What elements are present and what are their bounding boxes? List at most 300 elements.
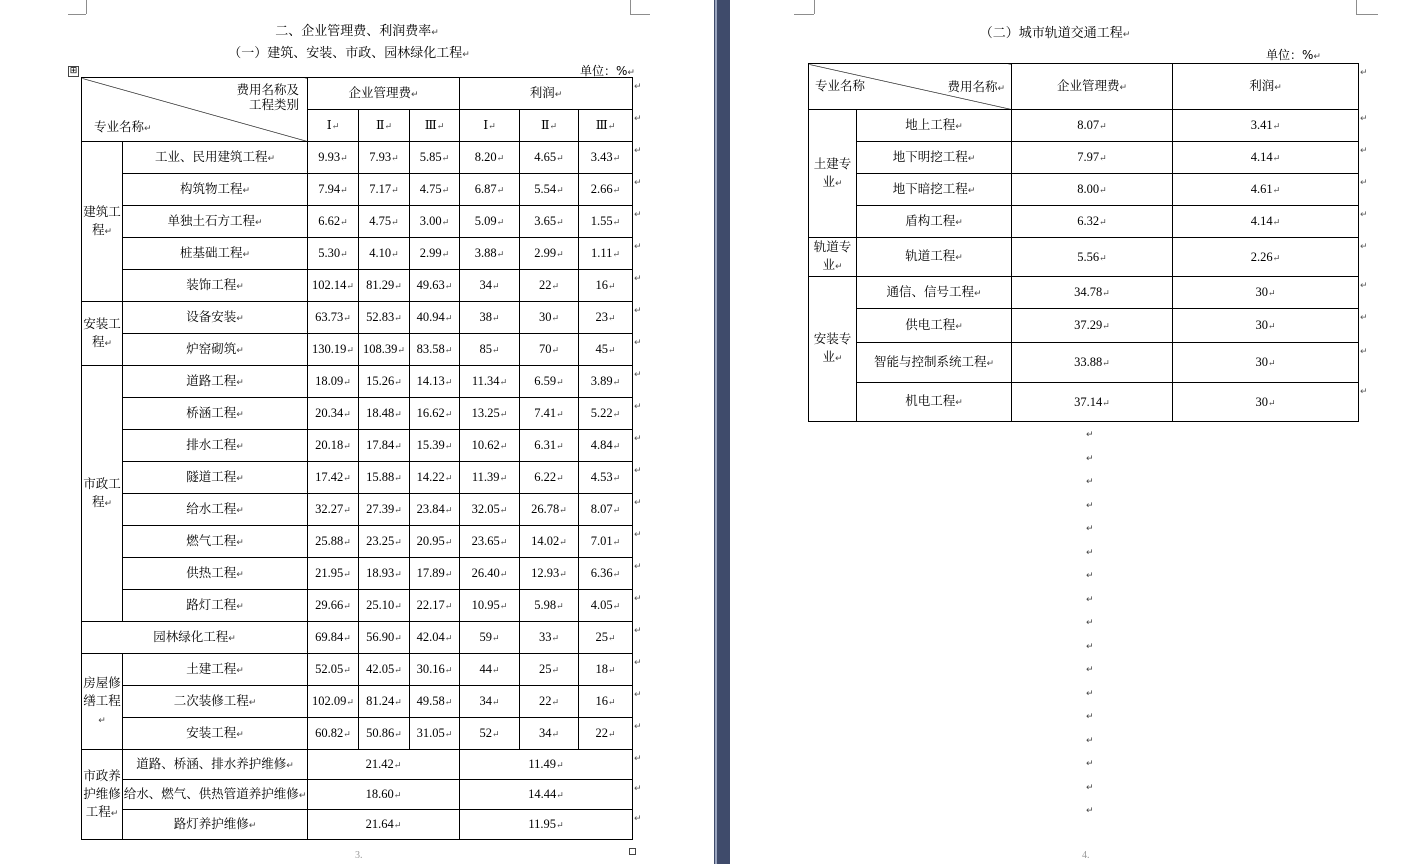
rate-value[interactable] xyxy=(308,174,359,206)
item-name[interactable] xyxy=(123,174,308,206)
rate-value[interactable] xyxy=(460,750,633,780)
item-name[interactable] xyxy=(123,718,308,750)
item-name[interactable] xyxy=(123,526,308,558)
rate-value-text: 2.26 xyxy=(1250,249,1273,264)
rate-value[interactable] xyxy=(308,302,359,334)
table-row xyxy=(809,343,1359,383)
rate-value[interactable] xyxy=(520,366,579,398)
header-class[interactable] xyxy=(359,110,410,142)
item-name[interactable] xyxy=(857,343,1012,383)
paragraph-mark: ↵ xyxy=(346,697,354,707)
rate-value[interactable] xyxy=(308,558,359,590)
rate-value[interactable] xyxy=(1173,174,1359,206)
paragraph-mark: ↵ xyxy=(144,124,152,134)
item-name[interactable] xyxy=(857,238,1012,277)
rate-value[interactable] xyxy=(410,430,460,462)
paragraph-mark: ↵ xyxy=(394,569,402,579)
rate-value[interactable] xyxy=(1012,309,1173,343)
rate-value[interactable] xyxy=(308,750,460,780)
rate-value[interactable] xyxy=(308,430,359,462)
rate-value[interactable] xyxy=(460,206,520,238)
rate-value[interactable] xyxy=(579,334,633,366)
header-class[interactable] xyxy=(579,110,633,142)
paragraph-mark: ↵ xyxy=(556,441,564,451)
rate-value[interactable] xyxy=(460,142,520,174)
rate-value[interactable] xyxy=(410,142,460,174)
item-name[interactable] xyxy=(123,206,308,238)
diagonal-header-cell[interactable] xyxy=(809,64,1012,110)
item-name[interactable] xyxy=(123,654,308,686)
rate-value[interactable] xyxy=(410,494,460,526)
paragraph-mark: ↵ xyxy=(607,281,616,291)
item-name[interactable] xyxy=(123,558,308,590)
rate-value[interactable] xyxy=(520,590,579,622)
paragraph-mark: ↵ xyxy=(834,178,843,189)
rate-value-text: 18.09 xyxy=(315,374,344,388)
rate-value[interactable] xyxy=(520,558,579,590)
rate-value[interactable] xyxy=(1173,238,1359,277)
rate-value[interactable] xyxy=(308,622,359,654)
row-end-mark: ↵ xyxy=(1360,67,1368,78)
rate-value[interactable] xyxy=(410,462,460,494)
rate-value[interactable] xyxy=(460,334,520,366)
rate-value[interactable] xyxy=(359,238,410,270)
rate-value-text: 15.26 xyxy=(366,374,395,388)
item-name[interactable] xyxy=(123,494,308,526)
header-mgmt-fee[interactable] xyxy=(308,78,460,110)
rate-value[interactable] xyxy=(520,302,579,334)
paragraph-mark: ↵ xyxy=(612,569,621,579)
row-end-mark: ↵ xyxy=(634,81,642,92)
item-name[interactable] xyxy=(123,686,308,718)
rate-value[interactable] xyxy=(579,398,633,430)
paragraph-mark: ↵ xyxy=(394,537,402,547)
paragraph-mark: ↵ xyxy=(1272,185,1281,195)
item-name[interactable] xyxy=(123,142,308,174)
rate-value-text: 30 xyxy=(1255,394,1268,409)
rate-value[interactable] xyxy=(520,398,579,430)
rate-value[interactable] xyxy=(410,366,460,398)
paragraph-mark: ↵ xyxy=(343,313,351,323)
paragraph-mark: ↵ xyxy=(298,790,307,801)
diagonal-header-cell[interactable] xyxy=(82,78,308,142)
empty-paragraph-mark: ↵ xyxy=(1086,430,1094,440)
rate-value[interactable] xyxy=(579,718,633,750)
rate-value[interactable] xyxy=(308,526,359,558)
item-name-text: 桩基础工程 xyxy=(179,244,243,260)
rate-value[interactable] xyxy=(460,686,520,718)
item-name[interactable] xyxy=(123,590,308,622)
rate-value[interactable] xyxy=(460,494,520,526)
rate-value[interactable] xyxy=(579,206,633,238)
category-cell[interactable] xyxy=(82,654,123,750)
paragraph-mark: ↵ xyxy=(607,121,616,131)
item-name[interactable] xyxy=(123,238,308,270)
item-name[interactable] xyxy=(82,622,308,654)
header-class-text: Ⅲ xyxy=(424,118,437,132)
item-name[interactable] xyxy=(123,302,308,334)
rate-value[interactable] xyxy=(359,622,410,654)
rate-value[interactable] xyxy=(359,366,410,398)
rate-value[interactable] xyxy=(1173,110,1359,142)
rate-value-text: 21.95 xyxy=(315,566,344,580)
rate-value-text: 17.42 xyxy=(315,470,344,484)
paragraph-mark: ↵ xyxy=(499,441,508,451)
rate-value[interactable] xyxy=(1173,277,1359,309)
rate-value[interactable] xyxy=(308,718,359,750)
category-cell[interactable] xyxy=(809,277,857,422)
paragraph-mark: ↵ xyxy=(967,185,976,196)
rate-value[interactable] xyxy=(359,590,410,622)
empty-paragraph-mark: ↵ xyxy=(1086,782,1094,793)
paragraph-mark: ↵ xyxy=(340,185,348,195)
rate-value[interactable] xyxy=(1012,383,1173,422)
header-profit[interactable] xyxy=(1173,64,1359,110)
category-cell[interactable] xyxy=(809,238,857,277)
rate-value[interactable] xyxy=(520,270,579,302)
category-cell[interactable] xyxy=(82,750,123,840)
rate-value[interactable] xyxy=(520,654,579,686)
rate-value-text: 7.41 xyxy=(534,406,557,420)
rate-value[interactable] xyxy=(520,238,579,270)
rate-value[interactable] xyxy=(1012,343,1173,383)
rate-value[interactable] xyxy=(359,334,410,366)
paragraph-mark: ↵ xyxy=(499,473,508,483)
item-name[interactable] xyxy=(857,174,1012,206)
rate-value[interactable] xyxy=(460,174,520,206)
paragraph-mark: ↵ xyxy=(236,505,244,516)
rate-value[interactable] xyxy=(460,718,520,750)
item-name[interactable] xyxy=(857,206,1012,238)
rate-value-text: 108.39 xyxy=(363,342,398,356)
item-name[interactable] xyxy=(123,780,308,810)
rate-value[interactable] xyxy=(520,622,579,654)
rate-value-text: 6.22 xyxy=(534,470,557,484)
rate-value[interactable] xyxy=(410,622,460,654)
rate-value[interactable] xyxy=(308,366,359,398)
empty-paragraph-mark: ↵ xyxy=(1086,453,1094,464)
item-name[interactable] xyxy=(123,334,308,366)
rate-value[interactable] xyxy=(579,174,633,206)
rate-value[interactable] xyxy=(460,654,520,686)
item-name[interactable] xyxy=(857,309,1012,343)
header-class[interactable] xyxy=(308,110,359,142)
rate-value[interactable] xyxy=(308,334,359,366)
rate-value[interactable] xyxy=(1173,206,1359,238)
rate-value[interactable] xyxy=(308,462,359,494)
subsection-heading[interactable]: （一）建筑、安装、市政、园林绿化工程↵ xyxy=(228,46,470,61)
table-resize-handle[interactable] xyxy=(629,848,636,855)
rate-value[interactable] xyxy=(410,206,460,238)
subsection-heading[interactable]: （二）城市轨道交通工程↵ xyxy=(979,26,1131,41)
rate-value[interactable] xyxy=(359,462,410,494)
rate-value[interactable] xyxy=(308,654,359,686)
paragraph-mark: ↵ xyxy=(343,729,351,739)
rate-value[interactable] xyxy=(308,494,359,526)
paragraph-mark: ↵ xyxy=(441,185,450,195)
rate-value[interactable] xyxy=(359,206,410,238)
rate-value[interactable] xyxy=(1173,309,1359,343)
paragraph-mark: ↵ xyxy=(340,217,348,227)
rate-value[interactable] xyxy=(359,302,410,334)
item-name[interactable] xyxy=(857,277,1012,309)
table-row xyxy=(82,654,633,686)
item-name-text: 地下明挖工程 xyxy=(892,148,968,164)
paragraph-mark: ↵ xyxy=(394,505,402,515)
rate-value[interactable] xyxy=(579,238,633,270)
rate-value[interactable] xyxy=(579,430,633,462)
rate-value[interactable] xyxy=(410,686,460,718)
paragraph-mark: ↵ xyxy=(556,185,564,195)
rate-value[interactable] xyxy=(579,494,633,526)
rate-value[interactable] xyxy=(579,654,633,686)
paragraph-mark: ↵ xyxy=(551,281,560,291)
rate-value[interactable] xyxy=(410,558,460,590)
rate-value-text: 30.16 xyxy=(416,662,445,676)
rate-value[interactable] xyxy=(520,494,579,526)
diag-bottom-text: 专业名称 xyxy=(94,119,145,134)
paragraph-mark: ↵ xyxy=(346,345,354,355)
paragraph-mark: ↵ xyxy=(1099,153,1107,163)
rate-value[interactable] xyxy=(410,270,460,302)
rate-value[interactable] xyxy=(1012,238,1173,277)
category-cell[interactable] xyxy=(82,142,123,302)
rate-value[interactable] xyxy=(410,302,460,334)
rate-value-text: 45 xyxy=(595,342,608,356)
row-end-mark: ↵ xyxy=(634,305,642,316)
paragraph-mark: ↵ xyxy=(551,729,560,739)
row-end-mark: ↵ xyxy=(634,593,642,604)
rate-value[interactable] xyxy=(579,462,633,494)
item-name-text: 排水工程 xyxy=(186,436,237,452)
row-end-mark: ↵ xyxy=(634,625,642,636)
item-name-text: 道路工程 xyxy=(186,372,237,388)
rate-value[interactable] xyxy=(308,686,359,718)
empty-paragraph-mark: ↵ xyxy=(1086,477,1094,487)
rate-value[interactable] xyxy=(1173,383,1359,422)
rate-value[interactable] xyxy=(308,142,359,174)
item-name[interactable] xyxy=(123,462,308,494)
item-name[interactable] xyxy=(123,398,308,430)
rate-value[interactable] xyxy=(579,270,633,302)
unit-label[interactable]: 单位：%↵ xyxy=(1266,48,1321,62)
rate-value-text: 81.24 xyxy=(366,694,395,708)
rate-value[interactable] xyxy=(520,462,579,494)
rate-value[interactable] xyxy=(410,526,460,558)
diag-top-line1: 费用名称及 xyxy=(236,82,299,97)
rate-value-text: 1.11 xyxy=(591,246,613,260)
rate-value-text: 29.66 xyxy=(315,598,344,612)
rate-value[interactable] xyxy=(520,142,579,174)
rate-value[interactable] xyxy=(520,526,579,558)
item-name[interactable] xyxy=(857,142,1012,174)
rate-value-text: 9.93 xyxy=(318,150,341,164)
paragraph-mark: ↵ xyxy=(559,505,567,515)
rate-value[interactable] xyxy=(410,654,460,686)
item-name[interactable] xyxy=(123,810,308,840)
rate-value[interactable] xyxy=(460,622,520,654)
rate-value[interactable] xyxy=(410,718,460,750)
paragraph-mark: ↵ xyxy=(236,473,244,484)
item-name[interactable] xyxy=(123,366,308,398)
rate-value[interactable] xyxy=(520,430,579,462)
category-cell-text: 房屋修缮工程 xyxy=(83,674,121,708)
paragraph-mark: ↵ xyxy=(556,473,564,483)
rate-value[interactable] xyxy=(1012,142,1173,174)
item-name-text: 炉窑砌筑 xyxy=(186,340,237,356)
rate-value[interactable] xyxy=(579,366,633,398)
rate-value[interactable] xyxy=(460,366,520,398)
rate-value[interactable] xyxy=(460,590,520,622)
paragraph-mark: ↵ xyxy=(1267,288,1276,298)
header-mgmt-fee[interactable] xyxy=(1012,64,1173,110)
rate-value[interactable] xyxy=(410,398,460,430)
rate-value[interactable] xyxy=(410,238,460,270)
rate-value[interactable] xyxy=(579,302,633,334)
rate-value-text: 3.65 xyxy=(534,214,557,228)
rate-value[interactable] xyxy=(460,398,520,430)
header-class[interactable] xyxy=(410,110,460,142)
rate-value[interactable] xyxy=(579,622,633,654)
rate-value[interactable] xyxy=(460,810,633,840)
rate-value[interactable] xyxy=(1012,110,1173,142)
rate-value[interactable] xyxy=(579,558,633,590)
rate-value[interactable] xyxy=(308,238,359,270)
paragraph-mark: ↵ xyxy=(612,473,621,483)
rate-value[interactable] xyxy=(308,270,359,302)
rate-value[interactable] xyxy=(460,780,633,810)
rate-value[interactable] xyxy=(460,430,520,462)
row-end-mark: ↵ xyxy=(634,273,642,284)
rate-value[interactable] xyxy=(460,302,520,334)
rate-value-text: 25 xyxy=(538,662,552,676)
paragraph-mark: ↵ xyxy=(394,697,402,707)
section-heading[interactable]: 二、企业管理费、利润费率↵ xyxy=(275,24,439,39)
rate-value[interactable] xyxy=(359,398,410,430)
unit-label[interactable]: 单位：%↵ xyxy=(580,64,635,78)
rate-value[interactable] xyxy=(520,718,579,750)
rate-value[interactable] xyxy=(308,590,359,622)
rate-value[interactable] xyxy=(460,462,520,494)
category-cell[interactable] xyxy=(82,366,123,622)
paragraph-mark: ↵ xyxy=(491,345,500,355)
rate-value[interactable] xyxy=(308,810,460,840)
rate-value[interactable] xyxy=(520,206,579,238)
rate-value[interactable] xyxy=(308,780,460,810)
crop-mark xyxy=(1356,14,1378,15)
row-end-mark: ↵ xyxy=(634,561,642,572)
paragraph-mark: ↵ xyxy=(436,121,445,131)
rate-value[interactable] xyxy=(460,270,520,302)
rate-value[interactable] xyxy=(410,590,460,622)
table-row xyxy=(82,780,633,810)
rate-value[interactable] xyxy=(359,718,410,750)
rate-value-text: 38 xyxy=(479,310,492,324)
rate-value[interactable] xyxy=(359,654,410,686)
table-move-handle-icon[interactable]: ⊞ xyxy=(69,66,78,76)
rate-value-text: 20.34 xyxy=(315,406,344,420)
rate-value[interactable] xyxy=(520,174,579,206)
rate-value[interactable] xyxy=(308,398,359,430)
rate-value[interactable] xyxy=(579,142,633,174)
rate-value[interactable] xyxy=(359,142,410,174)
header-class[interactable] xyxy=(460,110,520,142)
rate-value[interactable] xyxy=(579,526,633,558)
paragraph-mark: ↵ xyxy=(98,715,106,726)
category-cell[interactable] xyxy=(809,110,857,238)
paragraph-mark: ↵ xyxy=(444,537,453,547)
rate-value[interactable] xyxy=(1012,206,1173,238)
rate-value[interactable] xyxy=(579,590,633,622)
paragraph-mark: ↵ xyxy=(834,262,843,272)
rate-value-text: 30 xyxy=(1255,285,1268,299)
item-name[interactable] xyxy=(123,750,308,780)
paragraph-mark: ↵ xyxy=(1272,252,1281,263)
paragraph-mark: ↵ xyxy=(343,441,351,451)
item-name[interactable] xyxy=(123,430,308,462)
paragraph-mark: ↵ xyxy=(556,217,564,227)
rate-value[interactable] xyxy=(520,686,579,718)
item-name[interactable] xyxy=(857,110,1012,142)
rate-value-text: 21.42 xyxy=(365,757,394,771)
item-name[interactable] xyxy=(857,383,1012,422)
table-row xyxy=(809,277,1359,309)
paragraph-mark: ↵ xyxy=(248,697,257,708)
rate-value[interactable] xyxy=(579,686,633,718)
rate-value[interactable] xyxy=(308,206,359,238)
rate-value[interactable] xyxy=(359,686,410,718)
header-class[interactable] xyxy=(520,110,579,142)
paragraph-mark: ↵ xyxy=(110,808,119,819)
paragraph-mark: ↵ xyxy=(444,377,453,387)
paragraph-mark: ↵ xyxy=(394,409,402,419)
rate-value-text: 23.84 xyxy=(416,502,445,516)
table-row xyxy=(82,718,633,750)
paragraph-mark: ↵ xyxy=(236,537,244,548)
category-cell[interactable] xyxy=(82,302,123,366)
paragraph-mark: ↵ xyxy=(955,253,963,263)
rate-value[interactable] xyxy=(460,526,520,558)
table-row xyxy=(82,302,633,334)
paragraph-mark: ↵ xyxy=(559,569,567,579)
header-profit[interactable] xyxy=(460,78,633,110)
table-row xyxy=(82,270,633,302)
rate-value[interactable] xyxy=(460,238,520,270)
rate-value[interactable] xyxy=(1012,277,1173,309)
rate-value[interactable] xyxy=(359,270,410,302)
paragraph-mark: ↵ xyxy=(967,153,976,164)
rate-value[interactable] xyxy=(410,174,460,206)
rate-value[interactable] xyxy=(460,558,520,590)
rate-value[interactable] xyxy=(359,526,410,558)
rate-value[interactable] xyxy=(359,174,410,206)
diag-top-text: 费用名称 xyxy=(947,79,998,94)
rate-value[interactable] xyxy=(1173,142,1359,174)
rate-value[interactable] xyxy=(1012,174,1173,206)
item-name[interactable] xyxy=(123,270,308,302)
rate-value[interactable] xyxy=(359,494,410,526)
rate-value[interactable] xyxy=(359,558,410,590)
rate-value[interactable] xyxy=(1173,343,1359,383)
empty-paragraph-mark: ↵ xyxy=(1086,688,1094,699)
rate-value[interactable] xyxy=(359,430,410,462)
rate-value[interactable] xyxy=(520,334,579,366)
rate-value-text: 25 xyxy=(595,630,608,644)
rate-value[interactable] xyxy=(410,334,460,366)
item-name-text: 地上工程 xyxy=(905,116,956,132)
paragraph-mark: ↵ xyxy=(343,473,351,483)
rate-value-text: 6.59 xyxy=(534,374,557,388)
